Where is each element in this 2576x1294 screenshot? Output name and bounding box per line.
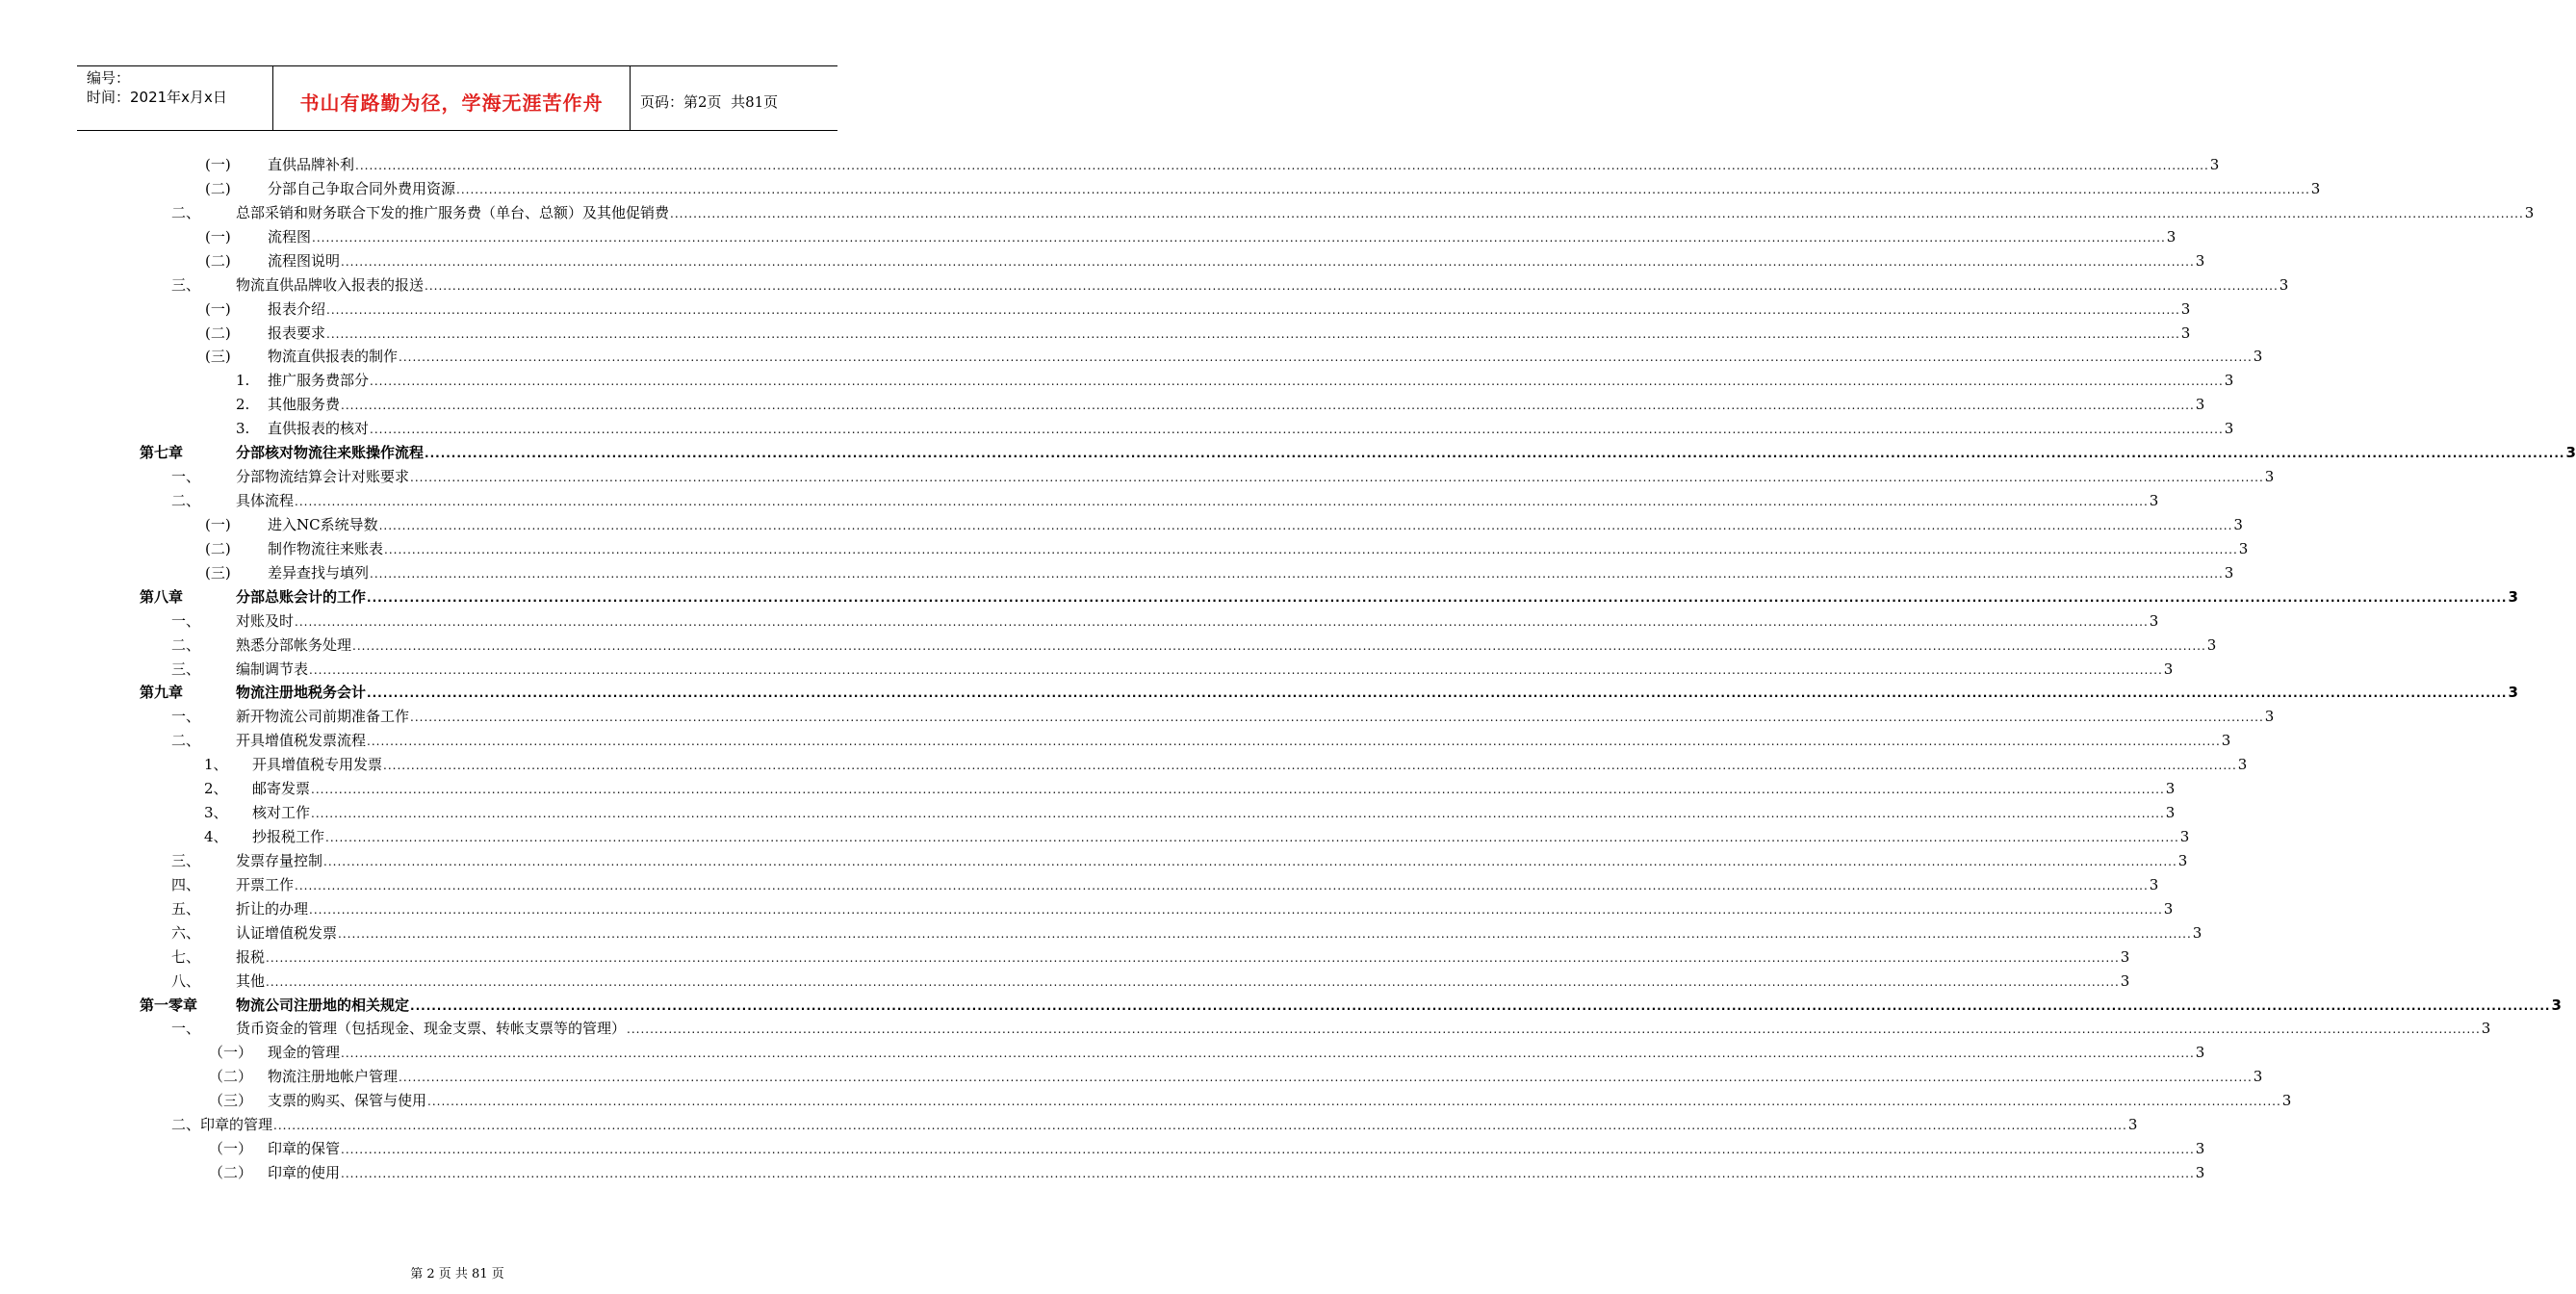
toc-entry-page: 3 xyxy=(2224,372,2234,390)
toc-entry-number: 六、 xyxy=(171,923,201,942)
toc-entry-title: 核对工作 xyxy=(252,804,311,822)
toc-entry[interactable] xyxy=(205,247,2205,271)
toc-entry-title: 流程图说明 xyxy=(268,251,341,270)
toc-entry-page: 3 xyxy=(2165,780,2176,798)
toc-entry-page: 3 xyxy=(2524,203,2535,221)
toc-entry[interactable] xyxy=(171,847,2188,870)
toc-entry[interactable] xyxy=(171,608,2159,631)
toc-entry[interactable] xyxy=(204,775,2176,798)
toc-entry[interactable] xyxy=(171,727,2231,750)
toc-leader-dots: ................................................................................................................................................................................................................................................................................................................................................................................................................ xyxy=(273,1119,2127,1133)
toc-leader-dots: ................................................................................................................................................................................................................................................................................................................................................................................................................ xyxy=(367,590,2508,605)
toc-entry[interactable] xyxy=(209,1135,2205,1158)
toc-entry-title: 物流注册地帐户管理 xyxy=(268,1068,399,1086)
toc-entry-title: 具体流程 xyxy=(236,492,295,510)
toc-entry-number: （一） xyxy=(209,1044,253,1062)
toc-entry-number: 一、 xyxy=(171,468,201,486)
toc-entry-number: (一) xyxy=(205,227,231,246)
toc-entry[interactable] xyxy=(236,367,2234,390)
toc-entry-number: (二) xyxy=(205,539,231,557)
toc-entry-page: 3 xyxy=(2224,420,2234,438)
toc-entry-number: 二、 xyxy=(171,732,201,750)
toc-entry-title: 熟悉分部帐务处理 xyxy=(236,635,352,654)
toc-leader-dots: ................................................................................................................................................................................................................................................................................................................................................................................................................ xyxy=(352,638,2206,653)
toc-entry-page: 3 xyxy=(2163,660,2174,678)
toc-entry-page: 3 xyxy=(2253,348,2263,366)
toc-entry-number: 3、 xyxy=(204,804,228,822)
toc-entry[interactable] xyxy=(205,151,2220,174)
toc-entry-number: 五、 xyxy=(171,899,201,918)
toc-entry-title: 抄报税工作 xyxy=(252,828,325,846)
toc-entry-title: 物流直供品牌收入报表的报送 xyxy=(236,275,425,294)
toc-entry-title: 物流直供报表的制作 xyxy=(268,348,399,366)
toc-entry-number: 1. xyxy=(236,372,250,390)
toc-entry-page: 3 xyxy=(2481,1020,2491,1038)
toc-entry-page: 3 xyxy=(2127,1116,2138,1134)
toc-entry[interactable] xyxy=(204,823,2190,846)
header-meta xyxy=(77,66,272,130)
toc-entry-page: 3 xyxy=(2209,156,2220,173)
toc-leader-dots: ................................................................................................................................................................................................................................................................................................................................................................................................................ xyxy=(456,182,2310,196)
toc-leader-dots: ................................................................................................................................................................................................................................................................................................................................................................................................................ xyxy=(341,1143,2195,1157)
toc-entry-number: (一) xyxy=(205,299,231,318)
toc-entry-number: 一、 xyxy=(171,611,201,630)
toc-entry-page: 3 xyxy=(2206,635,2217,654)
toc-entry-page: 3 xyxy=(2565,444,2576,462)
toc-leader-dots: ................................................................................................................................................................................................................................................................................................................................................................................................................ xyxy=(378,518,2233,532)
toc-entry[interactable] xyxy=(140,679,2518,702)
toc-entry-page: 3 xyxy=(2163,899,2174,918)
toc-entry-page: 3 xyxy=(2192,923,2202,942)
toc-entry-page: 3 xyxy=(2310,179,2321,197)
toc-leader-dots: ................................................................................................................................................................................................................................................................................................................................................................................................................ xyxy=(341,399,2195,413)
toc-leader-dots: ................................................................................................................................................................................................................................................................................................................................................................................................................ xyxy=(399,1071,2253,1085)
toc-entry-page: 3 xyxy=(2179,828,2190,846)
toc-entry-title: 其他服务费 xyxy=(268,396,341,414)
toc-entry[interactable] xyxy=(171,919,2202,943)
toc-leader-dots: ................................................................................................................................................................................................................................................................................................................................................................................................................ xyxy=(427,1095,2281,1109)
toc-entry-title: 直供报表的核对 xyxy=(268,420,370,438)
toc-entry-title: 进入NC系统导数 xyxy=(268,515,378,533)
toc-entry-page: 3 xyxy=(2195,251,2205,270)
toc-entry-title: 报表介绍 xyxy=(268,299,326,318)
toc-entry-page: 3 xyxy=(2233,515,2243,533)
toc-leader-dots: ................................................................................................................................................................................................................................................................................................................................................................................................................ xyxy=(425,447,2565,461)
toc-entry-page: 3 xyxy=(2264,708,2275,726)
toc-entry[interactable] xyxy=(205,511,2243,534)
toc-entry-title: 其他 xyxy=(236,971,266,990)
toc-entry[interactable] xyxy=(171,1015,2491,1038)
toc-entry-title: 新开物流公司前期准备工作 xyxy=(236,708,410,726)
page-header xyxy=(77,65,837,131)
toc-entry[interactable] xyxy=(171,1111,2138,1134)
toc-entry-number: 二、 xyxy=(171,492,201,510)
toc-leader-dots: ................................................................................................................................................................................................................................................................................................................................................................................................................ xyxy=(370,375,2224,389)
toc-entry[interactable] xyxy=(205,296,2191,319)
toc-leader-dots: ................................................................................................................................................................................................................................................................................................................................................................................................................ xyxy=(383,759,2237,773)
toc-entry[interactable] xyxy=(205,535,2249,558)
toc-entry-number: 二、 xyxy=(171,203,201,221)
toc-leader-dots: ................................................................................................................................................................................................................................................................................................................................................................................................................ xyxy=(384,542,2238,556)
toc-entry-number: 三、 xyxy=(171,851,201,869)
toc-entry-number: （三） xyxy=(209,1092,253,1110)
toc-entry-number: （二） xyxy=(209,1164,253,1182)
toc-entry-title: 印章的使用 xyxy=(268,1164,341,1182)
toc-leader-dots: ................................................................................................................................................................................................................................................................................................................................................................................................................ xyxy=(326,302,2180,317)
toc-entry[interactable] xyxy=(171,703,2275,726)
toc-entry-title: 分部物流结算会计对账要求 xyxy=(236,468,410,486)
toc-leader-dots: ................................................................................................................................................................................................................................................................................................................................................................................................................ xyxy=(311,783,2165,797)
toc-entry-number: 三、 xyxy=(171,660,201,678)
toc-entry[interactable] xyxy=(209,1159,2205,1182)
page-footer: 第 2 页 共 81 页 xyxy=(410,1267,504,1281)
toc-entry[interactable] xyxy=(140,992,2562,1015)
toc-entry[interactable] xyxy=(171,199,2535,222)
toc-entry-title: 认证增值税发票 xyxy=(236,923,338,942)
toc-entry-page: 3 xyxy=(2195,1164,2205,1182)
toc-entry[interactable] xyxy=(236,391,2205,414)
toc-entry-number: (一) xyxy=(205,156,231,173)
toc-leader-dots: ................................................................................................................................................................................................................................................................................................................................................................................................................ xyxy=(341,1047,2195,1061)
toc-entry-page: 3 xyxy=(2195,396,2205,414)
toc-leader-dots: ................................................................................................................................................................................................................................................................................................................................................................................................................ xyxy=(367,735,2221,749)
toc-entry-page: 3 xyxy=(2264,468,2275,486)
toc-entry-title: 直供品牌补利 xyxy=(268,156,355,173)
toc-entry-number: (二) xyxy=(205,324,231,342)
toc-entry-title: 分部总账会计的工作 xyxy=(236,587,367,606)
toc-entry-page: 3 xyxy=(2149,875,2159,893)
toc-entry-number: 第八章 xyxy=(140,587,184,606)
document-number-label: 编号： xyxy=(87,69,131,87)
toc-leader-dots: ................................................................................................................................................................................................................................................................................................................................................................................................................ xyxy=(295,495,2149,509)
toc-entry-page: 3 xyxy=(2195,1044,2205,1062)
toc-entry-number: 2. xyxy=(236,396,250,414)
toc-entry[interactable] xyxy=(171,968,2130,991)
toc-leader-dots: ................................................................................................................................................................................................................................................................................................................................................................................................................ xyxy=(627,1022,2481,1037)
toc-entry-number: 三、 xyxy=(171,275,201,294)
toc-entry-page: 3 xyxy=(2120,947,2130,966)
toc-entry-number: (二) xyxy=(205,251,231,270)
toc-entry[interactable] xyxy=(205,559,2234,582)
toc-leader-dots: ................................................................................................................................................................................................................................................................................................................................................................................................................ xyxy=(323,854,2177,868)
toc-entry-number: (二) xyxy=(205,179,231,197)
toc-leader-dots: ................................................................................................................................................................................................................................................................................................................................................................................................................ xyxy=(341,1167,2195,1181)
toc-entry-number: 3. xyxy=(236,420,250,438)
toc-entry-number: （一） xyxy=(209,1140,253,1158)
toc-leader-dots: ................................................................................................................................................................................................................................................................................................................................................................................................................ xyxy=(266,974,2120,989)
toc-entry-page: 3 xyxy=(2120,971,2130,990)
toc-entry-page: 3 xyxy=(2165,804,2176,822)
toc-entry-title: 报税 xyxy=(236,947,266,966)
toc-leader-dots: ................................................................................................................................................................................................................................................................................................................................................................................................................ xyxy=(410,711,2264,725)
toc-entry-page: 3 xyxy=(2177,851,2188,869)
toc-entry[interactable] xyxy=(205,320,2191,343)
toc-entry-title: 编制调节表 xyxy=(236,660,309,678)
toc-entry[interactable] xyxy=(171,272,2289,295)
toc-entry-title: 支票的购买、保管与使用 xyxy=(268,1092,427,1110)
toc-entry-number: 一、 xyxy=(171,1020,201,1038)
toc-entry-page: 3 xyxy=(2149,492,2159,510)
toc-entry-number: 第九章 xyxy=(140,684,184,702)
toc-entry-number: （二） xyxy=(209,1068,253,1086)
toc-entry[interactable] xyxy=(171,895,2174,919)
toc-entry-title: 推广服务费部分 xyxy=(268,372,370,390)
toc-entry-number: 第一零章 xyxy=(140,996,198,1014)
toc-leader-dots: ................................................................................................................................................................................................................................................................................................................................................................................................................ xyxy=(295,878,2149,893)
toc-entry-page: 3 xyxy=(2166,227,2177,246)
toc-entry-number: 一、 xyxy=(171,708,201,726)
toc-leader-dots: ................................................................................................................................................................................................................................................................................................................................................................................................................ xyxy=(311,807,2165,821)
toc-entry-number: 第七章 xyxy=(140,444,184,462)
toc-leader-dots: ................................................................................................................................................................................................................................................................................................................................................................................................................ xyxy=(326,326,2180,341)
toc-entry-title: 流程图 xyxy=(268,227,312,246)
toc-leader-dots: ................................................................................................................................................................................................................................................................................................................................................................................................................ xyxy=(367,686,2508,701)
toc-entry-title: 折让的办理 xyxy=(236,899,309,918)
toc-entry-title: 制作物流往来账表 xyxy=(268,539,384,557)
toc-entry[interactable] xyxy=(171,656,2174,679)
toc-leader-dots: ................................................................................................................................................................................................................................................................................................................................................................................................................ xyxy=(266,950,2120,965)
header-page-info: 页码：第2页 共81页 xyxy=(640,92,779,111)
toc-leader-dots: ................................................................................................................................................................................................................................................................................................................................................................................................................ xyxy=(341,254,2195,269)
toc-entry-page: 3 xyxy=(2224,563,2234,582)
toc-entry-title: 开具增值税专用发票 xyxy=(252,756,383,774)
toc-entry[interactable] xyxy=(209,1039,2205,1062)
toc-entry[interactable] xyxy=(204,751,2248,774)
toc-entry-page: 3 xyxy=(2253,1068,2263,1086)
toc-entry-title: 对账及时 xyxy=(236,611,295,630)
toc-entry-page: 3 xyxy=(2551,996,2562,1014)
header-motto: 书山有路勤为径，学海无涯苦作舟 xyxy=(272,66,631,130)
toc-entry-number: 1、 xyxy=(204,756,228,774)
toc-entry-page: 3 xyxy=(2221,732,2231,750)
toc-entry[interactable] xyxy=(171,944,2130,967)
toc-entry-number: 2、 xyxy=(204,780,228,798)
toc-entry-number: (一) xyxy=(205,515,231,533)
toc-leader-dots: ................................................................................................................................................................................................................................................................................................................................................................................................................ xyxy=(295,614,2149,629)
toc-entry-title: 总部采销和财务联合下发的推广服务费（单台、总额）及其他促销费 xyxy=(236,203,670,221)
toc-entry-number: (三) xyxy=(205,348,231,366)
toc-entry-number: (三) xyxy=(205,563,231,582)
toc-entry[interactable] xyxy=(171,632,2217,655)
toc-entry-page: 3 xyxy=(2281,1092,2292,1110)
toc-leader-dots: ................................................................................................................................................................................................................................................................................................................................................................................................................ xyxy=(355,159,2209,172)
toc-entry[interactable] xyxy=(205,343,2263,366)
toc-entry-number: 二、 xyxy=(171,635,201,654)
toc-entry-page: 3 xyxy=(2195,1140,2205,1158)
toc-entry-number: 七、 xyxy=(171,947,201,966)
toc-entry[interactable] xyxy=(236,415,2234,438)
toc-entry-number: 4、 xyxy=(204,828,228,846)
toc-entry[interactable] xyxy=(205,223,2177,246)
toc-entry-title: 开票工作 xyxy=(236,875,295,893)
toc-entry-number: 四、 xyxy=(171,875,201,893)
toc-entry-title: 开具增值税发票流程 xyxy=(236,732,367,750)
toc-entry-title: 分部核对物流往来账操作流程 xyxy=(236,444,425,462)
toc-entry[interactable] xyxy=(171,871,2159,894)
toc-leader-dots: ................................................................................................................................................................................................................................................................................................................................................................................................................ xyxy=(410,998,2551,1013)
toc-leader-dots: ................................................................................................................................................................................................................................................................................................................................................................................................................ xyxy=(325,831,2179,845)
toc-entry[interactable] xyxy=(140,439,2576,462)
toc-leader-dots: ................................................................................................................................................................................................................................................................................................................................................................................................................ xyxy=(399,350,2253,365)
document-time-label: 时间：2021年x月x日 xyxy=(87,89,227,106)
toc-entry-page: 3 xyxy=(2279,275,2289,294)
toc-leader-dots: ................................................................................................................................................................................................................................................................................................................................................................................................................ xyxy=(309,662,2163,677)
toc-leader-dots: ................................................................................................................................................................................................................................................................................................................................................................................................................ xyxy=(338,926,2192,941)
toc-entry-title: 分部自己争取合同外费用资源 xyxy=(268,179,456,197)
toc-entry-title: 报表要求 xyxy=(268,324,326,342)
toc-leader-dots: ................................................................................................................................................................................................................................................................................................................................................................................................................ xyxy=(670,206,2524,220)
toc-entry-title: 物流公司注册地的相关规定 xyxy=(236,996,410,1014)
toc-entry[interactable] xyxy=(204,799,2176,822)
toc-entry-title: 现金的管理 xyxy=(268,1044,341,1062)
toc-entry[interactable] xyxy=(171,487,2159,510)
toc-entry[interactable] xyxy=(205,175,2321,198)
toc-entry-title: 邮寄发票 xyxy=(252,780,311,798)
toc-entry-title: 差异查找与填列 xyxy=(268,563,370,582)
toc-leader-dots: ................................................................................................................................................................................................................................................................................................................................................................................................................ xyxy=(309,902,2163,917)
toc-entry-title: 货币资金的管理（包括现金、现金支票、转帐支票等的管理） xyxy=(236,1020,627,1038)
toc-leader-dots: ................................................................................................................................................................................................................................................................................................................................................................................................................ xyxy=(370,566,2224,581)
toc-entry-page: 3 xyxy=(2508,587,2518,606)
toc-entry-title: 印章的管理 xyxy=(200,1116,273,1134)
toc-entry-page: 3 xyxy=(2149,611,2159,630)
toc-leader-dots: ................................................................................................................................................................................................................................................................................................................................................................................................................ xyxy=(370,423,2224,437)
toc-entry[interactable] xyxy=(209,1087,2292,1110)
toc-entry[interactable] xyxy=(171,463,2275,486)
toc-entry-title: 印章的保管 xyxy=(268,1140,341,1158)
toc-entry-number: 二、 xyxy=(171,1116,201,1134)
toc-leader-dots: ................................................................................................................................................................................................................................................................................................................................................................................................................ xyxy=(312,230,2166,245)
toc-entry-title: 发票存量控制 xyxy=(236,851,323,869)
toc-entry-page: 3 xyxy=(2508,684,2518,702)
toc-entry-number: 八、 xyxy=(171,971,201,990)
toc-leader-dots: ................................................................................................................................................................................................................................................................................................................................................................................................................ xyxy=(410,471,2264,485)
toc-entry-page: 3 xyxy=(2180,324,2191,342)
toc-entry[interactable] xyxy=(209,1063,2263,1086)
toc-leader-dots: ................................................................................................................................................................................................................................................................................................................................................................................................................ xyxy=(425,278,2279,293)
toc-entry-page: 3 xyxy=(2238,539,2249,557)
toc-entry-page: 3 xyxy=(2237,756,2248,774)
toc-entry-page: 3 xyxy=(2180,299,2191,318)
toc-entry-title: 物流注册地税务会计 xyxy=(236,684,367,702)
toc-entry[interactable] xyxy=(140,583,2518,607)
